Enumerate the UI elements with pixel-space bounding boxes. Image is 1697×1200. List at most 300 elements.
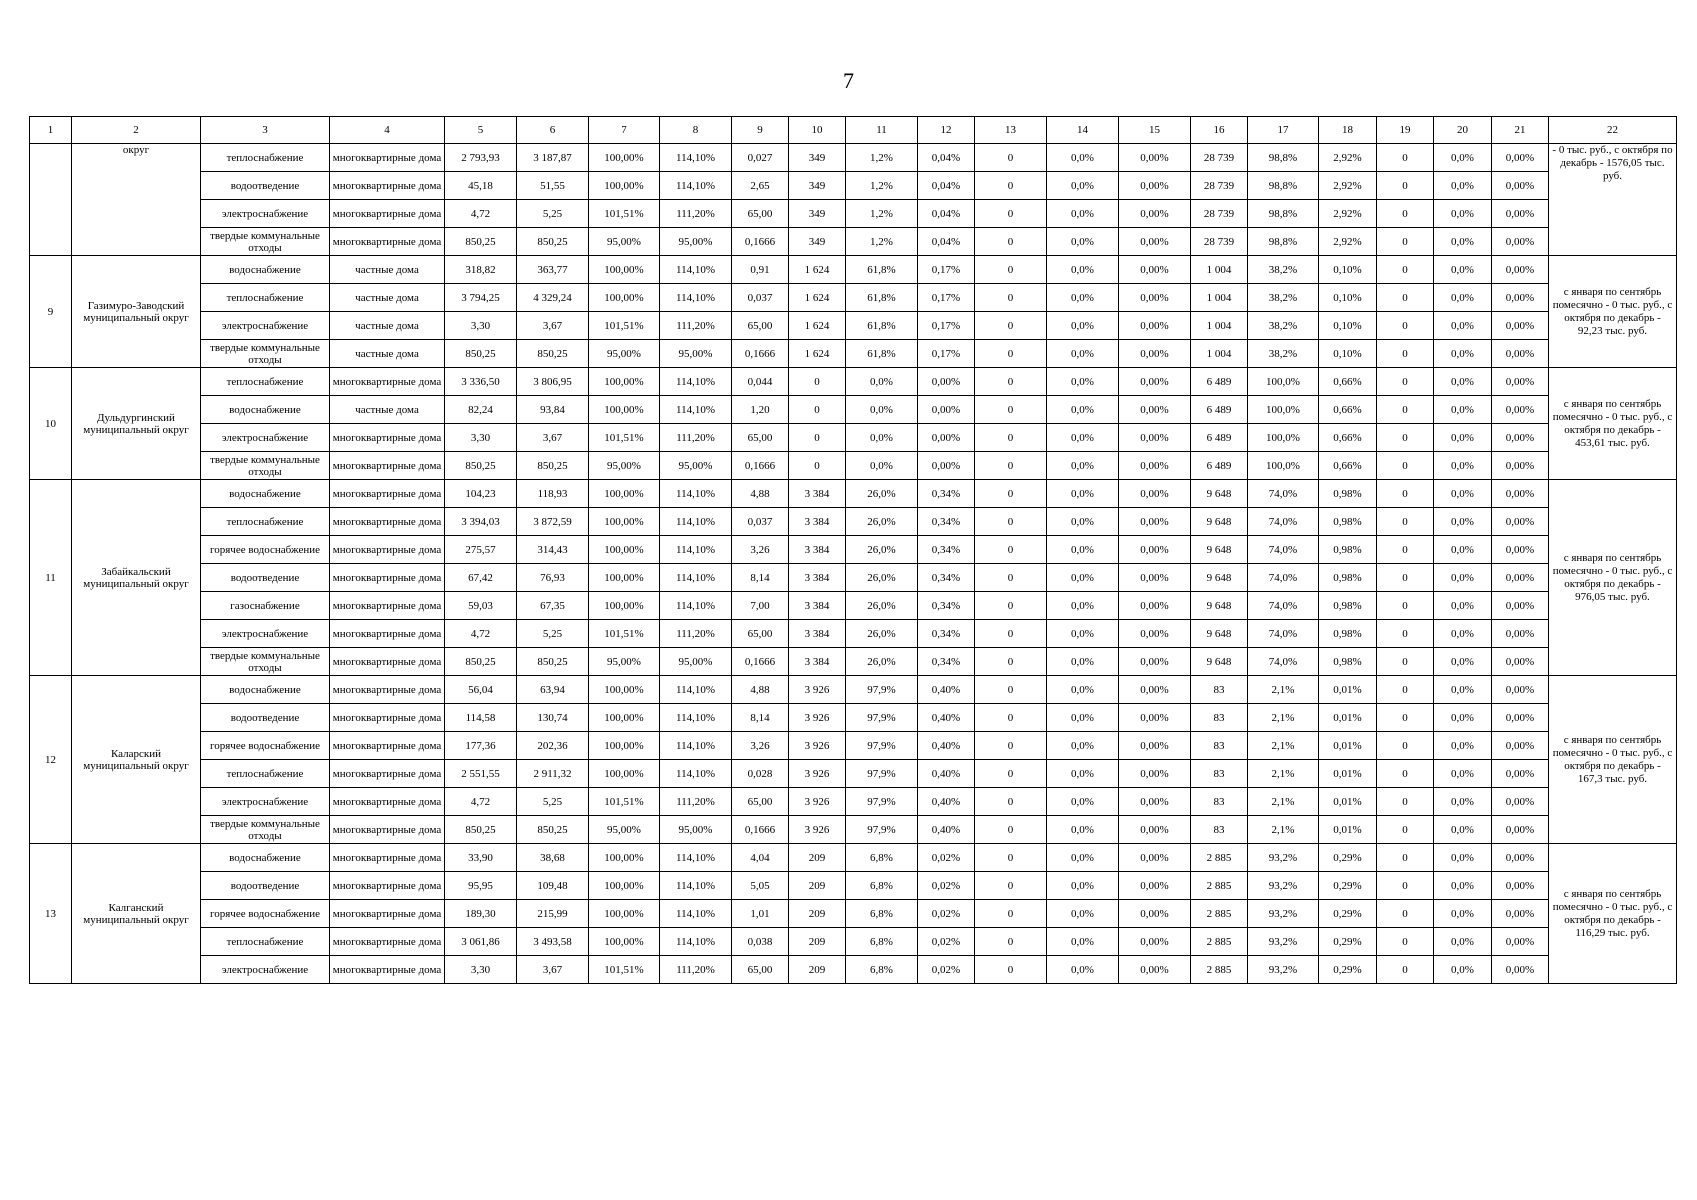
service-cell: теплоснабжение — [201, 928, 330, 956]
header-cell: 14 — [1047, 117, 1119, 144]
value-cell: 26,0% — [846, 564, 918, 592]
header-cell: 8 — [660, 117, 732, 144]
value-cell: 0 — [975, 396, 1047, 424]
value-cell: 2,1% — [1248, 760, 1319, 788]
housing-type-cell: многоквартирные дома — [330, 228, 445, 256]
value-cell: 0,40% — [918, 788, 975, 816]
value-cell: 0,00% — [1492, 844, 1549, 872]
value-cell: 0,00% — [1119, 956, 1191, 984]
value-cell: 850,25 — [445, 452, 517, 480]
service-cell: электроснабжение — [201, 424, 330, 452]
value-cell: 0,00% — [1119, 900, 1191, 928]
value-cell: 6 489 — [1191, 424, 1248, 452]
value-cell: 0,01% — [1319, 788, 1377, 816]
value-cell: 0,01% — [1319, 816, 1377, 844]
value-cell: 0 — [1377, 172, 1434, 200]
value-cell: 0,10% — [1319, 340, 1377, 368]
value-cell: 0,29% — [1319, 956, 1377, 984]
value-cell: 5,25 — [517, 788, 589, 816]
value-cell: 0,98% — [1319, 480, 1377, 508]
value-cell: 101,51% — [589, 620, 660, 648]
value-cell: 33,90 — [445, 844, 517, 872]
value-cell: 0,40% — [918, 732, 975, 760]
value-cell: 0,00% — [1492, 872, 1549, 900]
value-cell: 0 — [1377, 424, 1434, 452]
value-cell: 65,00 — [732, 788, 789, 816]
value-cell: 1,20 — [732, 396, 789, 424]
value-cell: 850,25 — [517, 816, 589, 844]
value-cell: 74,0% — [1248, 564, 1319, 592]
value-cell: 3,67 — [517, 956, 589, 984]
value-cell: 114,10% — [660, 144, 732, 172]
row-number: 12 — [30, 676, 72, 844]
value-cell: 4,72 — [445, 788, 517, 816]
value-cell: 0 — [975, 284, 1047, 312]
value-cell: 0,02% — [918, 844, 975, 872]
value-cell: 850,25 — [517, 648, 589, 676]
value-cell: 0,0% — [1047, 144, 1119, 172]
header-cell: 13 — [975, 117, 1047, 144]
value-cell: 111,20% — [660, 200, 732, 228]
value-cell: 7,00 — [732, 592, 789, 620]
table-row — [30, 228, 1677, 256]
value-cell: 38,2% — [1248, 284, 1319, 312]
value-cell: 95,00% — [589, 648, 660, 676]
value-cell: 0,00% — [1492, 424, 1549, 452]
value-cell: 0 — [1377, 536, 1434, 564]
value-cell: 26,0% — [846, 508, 918, 536]
value-cell: 100,00% — [589, 704, 660, 732]
value-cell: 0,66% — [1319, 396, 1377, 424]
housing-type-cell: многоквартирные дома — [330, 928, 445, 956]
value-cell: 1,2% — [846, 200, 918, 228]
value-cell: 3 872,59 — [517, 508, 589, 536]
table-row — [30, 396, 1677, 424]
district-name: Дульдургинский муниципальный округ — [72, 368, 201, 480]
value-cell: 4,88 — [732, 676, 789, 704]
value-cell: 0,1666 — [732, 228, 789, 256]
value-cell: 0,98% — [1319, 620, 1377, 648]
value-cell: 56,04 — [445, 676, 517, 704]
value-cell: 0 — [1377, 228, 1434, 256]
value-cell: 26,0% — [846, 648, 918, 676]
value-cell: 850,25 — [445, 228, 517, 256]
value-cell: 3 926 — [789, 760, 846, 788]
value-cell: 4,88 — [732, 480, 789, 508]
value-cell: 1,01 — [732, 900, 789, 928]
table-row — [30, 928, 1677, 956]
value-cell: 209 — [789, 928, 846, 956]
header-cell: 19 — [1377, 117, 1434, 144]
value-cell: 0,98% — [1319, 536, 1377, 564]
value-cell: 74,0% — [1248, 480, 1319, 508]
value-cell: 0,40% — [918, 676, 975, 704]
value-cell: 0,0% — [1047, 928, 1119, 956]
value-cell: 349 — [789, 172, 846, 200]
value-cell: 100,0% — [1248, 452, 1319, 480]
service-cell: водоотведение — [201, 564, 330, 592]
housing-type-cell: многоквартирные дома — [330, 760, 445, 788]
value-cell: 114,10% — [660, 172, 732, 200]
service-cell: водоотведение — [201, 872, 330, 900]
value-cell: 0,29% — [1319, 844, 1377, 872]
tariff-table — [29, 116, 1677, 984]
value-cell: 0,00% — [1119, 256, 1191, 284]
header-cell: 15 — [1119, 117, 1191, 144]
service-cell: водоснабжение — [201, 480, 330, 508]
housing-type-cell: многоквартирные дома — [330, 816, 445, 844]
value-cell: 0 — [1377, 284, 1434, 312]
value-cell: 97,9% — [846, 676, 918, 704]
value-cell: 28 739 — [1191, 172, 1248, 200]
value-cell: 82,24 — [445, 396, 517, 424]
value-cell: 0,34% — [918, 648, 975, 676]
header-cell: 1 — [30, 117, 72, 144]
value-cell: 130,74 — [517, 704, 589, 732]
value-cell: 93,2% — [1248, 956, 1319, 984]
housing-type-cell: многоквартирные дома — [330, 536, 445, 564]
value-cell: 98,8% — [1248, 172, 1319, 200]
housing-type-cell: частные дома — [330, 256, 445, 284]
value-cell: 93,2% — [1248, 928, 1319, 956]
service-cell: газоснабжение — [201, 592, 330, 620]
housing-type-cell: многоквартирные дома — [330, 620, 445, 648]
value-cell: 83 — [1191, 676, 1248, 704]
value-cell: 0,0% — [1047, 816, 1119, 844]
payment-note: - 0 тыс. руб., с октября по декабрь - 1576,05 тыс. руб. — [1549, 144, 1677, 256]
value-cell: 0,04% — [918, 172, 975, 200]
housing-type-cell: многоквартирные дома — [330, 368, 445, 396]
header-cell: 11 — [846, 117, 918, 144]
header-cell: 21 — [1492, 117, 1549, 144]
value-cell: 0 — [975, 508, 1047, 536]
value-cell: 111,20% — [660, 788, 732, 816]
value-cell: 0,00% — [1492, 788, 1549, 816]
value-cell: 2,92% — [1319, 200, 1377, 228]
value-cell: 65,00 — [732, 956, 789, 984]
value-cell: 100,00% — [589, 872, 660, 900]
value-cell: 3 061,86 — [445, 928, 517, 956]
value-cell: 0,0% — [1434, 312, 1492, 340]
housing-type-cell: многоквартирные дома — [330, 956, 445, 984]
value-cell: 100,00% — [589, 676, 660, 704]
value-cell: 189,30 — [445, 900, 517, 928]
value-cell: 1 004 — [1191, 256, 1248, 284]
value-cell: 0,0% — [1434, 648, 1492, 676]
value-cell: 0,0% — [1434, 732, 1492, 760]
value-cell: 0,1666 — [732, 340, 789, 368]
district-name: Калганский муниципальный округ — [72, 844, 201, 984]
value-cell: 0 — [975, 592, 1047, 620]
value-cell: 3,67 — [517, 312, 589, 340]
value-cell: 100,00% — [589, 732, 660, 760]
value-cell: 0,0% — [1047, 200, 1119, 228]
value-cell: 5,25 — [517, 620, 589, 648]
value-cell: 76,93 — [517, 564, 589, 592]
value-cell: 2,1% — [1248, 816, 1319, 844]
value-cell: 59,03 — [445, 592, 517, 620]
header-cell: 5 — [445, 117, 517, 144]
housing-type-cell: многоквартирные дома — [330, 900, 445, 928]
table-row — [30, 340, 1677, 368]
value-cell: 0 — [1377, 816, 1434, 844]
header-cell: 10 — [789, 117, 846, 144]
service-cell: теплоснабжение — [201, 284, 330, 312]
service-cell: электроснабжение — [201, 200, 330, 228]
value-cell: 114,10% — [660, 368, 732, 396]
value-cell: 0 — [1377, 620, 1434, 648]
value-cell: 93,2% — [1248, 900, 1319, 928]
housing-type-cell: многоквартирные дома — [330, 480, 445, 508]
value-cell: 74,0% — [1248, 620, 1319, 648]
value-cell: 0,00% — [1492, 928, 1549, 956]
value-cell: 6,8% — [846, 928, 918, 956]
value-cell: 349 — [789, 144, 846, 172]
value-cell: 9 648 — [1191, 648, 1248, 676]
value-cell: 349 — [789, 200, 846, 228]
value-cell: 0,0% — [1047, 172, 1119, 200]
value-cell: 61,8% — [846, 312, 918, 340]
value-cell: 9 648 — [1191, 508, 1248, 536]
housing-type-cell: многоквартирные дома — [330, 508, 445, 536]
service-cell: водоотведение — [201, 704, 330, 732]
value-cell: 2 885 — [1191, 900, 1248, 928]
value-cell: 0,00% — [1119, 732, 1191, 760]
value-cell: 0 — [975, 844, 1047, 872]
service-cell: твердые коммунальные отходы — [201, 648, 330, 676]
value-cell: 0,10% — [1319, 284, 1377, 312]
value-cell: 114,10% — [660, 676, 732, 704]
value-cell: 0,00% — [1119, 228, 1191, 256]
housing-type-cell: многоквартирные дома — [330, 592, 445, 620]
value-cell: 2,92% — [1319, 144, 1377, 172]
value-cell: 101,51% — [589, 788, 660, 816]
housing-type-cell: многоквартирные дома — [330, 200, 445, 228]
value-cell: 0,0% — [1434, 228, 1492, 256]
value-cell: 0,10% — [1319, 256, 1377, 284]
value-cell: 0 — [975, 816, 1047, 844]
value-cell: 100,00% — [589, 396, 660, 424]
value-cell: 209 — [789, 900, 846, 928]
table-row — [30, 508, 1677, 536]
value-cell: 0,00% — [1119, 144, 1191, 172]
value-cell: 0 — [1377, 564, 1434, 592]
value-cell: 0,00% — [1492, 732, 1549, 760]
value-cell: 28 739 — [1191, 228, 1248, 256]
value-cell: 0 — [1377, 144, 1434, 172]
value-cell: 0,0% — [1434, 788, 1492, 816]
value-cell: 3 394,03 — [445, 508, 517, 536]
value-cell: 114,10% — [660, 396, 732, 424]
housing-type-cell: многоквартирные дома — [330, 564, 445, 592]
value-cell: 0 — [975, 620, 1047, 648]
value-cell: 0,00% — [1492, 620, 1549, 648]
value-cell: 0,00% — [1119, 536, 1191, 564]
value-cell: 111,20% — [660, 956, 732, 984]
value-cell: 98,8% — [1248, 200, 1319, 228]
value-cell: 1 624 — [789, 284, 846, 312]
value-cell: 0 — [975, 312, 1047, 340]
value-cell: 0,1666 — [732, 452, 789, 480]
value-cell: 98,8% — [1248, 144, 1319, 172]
value-cell: 0,0% — [846, 452, 918, 480]
value-cell: 5,05 — [732, 872, 789, 900]
service-cell: горячее водоснабжение — [201, 732, 330, 760]
value-cell: 97,9% — [846, 760, 918, 788]
value-cell: 1,2% — [846, 144, 918, 172]
value-cell: 111,20% — [660, 424, 732, 452]
value-cell: 0,00% — [1119, 816, 1191, 844]
row-number: 9 — [30, 256, 72, 368]
value-cell: 2,65 — [732, 172, 789, 200]
value-cell: 0,00% — [1492, 592, 1549, 620]
header-cell: 7 — [589, 117, 660, 144]
value-cell: 850,25 — [517, 452, 589, 480]
value-cell: 28 739 — [1191, 200, 1248, 228]
value-cell: 95,00% — [589, 340, 660, 368]
value-cell: 0,0% — [1047, 900, 1119, 928]
table-row — [30, 900, 1677, 928]
value-cell: 0,0% — [1047, 956, 1119, 984]
table-row — [30, 564, 1677, 592]
value-cell: 0,00% — [1119, 564, 1191, 592]
value-cell: 101,51% — [589, 200, 660, 228]
value-cell: 38,2% — [1248, 256, 1319, 284]
value-cell: 0 — [975, 228, 1047, 256]
row-number: 13 — [30, 844, 72, 984]
value-cell: 0,34% — [918, 536, 975, 564]
value-cell: 0,0% — [1434, 956, 1492, 984]
value-cell: 0 — [1377, 368, 1434, 396]
value-cell: 0,044 — [732, 368, 789, 396]
value-cell: 2 885 — [1191, 928, 1248, 956]
table-row — [30, 144, 1677, 172]
value-cell: 0,66% — [1319, 452, 1377, 480]
value-cell: 0,00% — [1119, 592, 1191, 620]
value-cell: 114,10% — [660, 536, 732, 564]
housing-type-cell: многоквартирные дома — [330, 732, 445, 760]
housing-type-cell: частные дома — [330, 396, 445, 424]
value-cell: 0,0% — [1434, 816, 1492, 844]
value-cell: 2 885 — [1191, 844, 1248, 872]
value-cell: 0,00% — [1492, 564, 1549, 592]
value-cell: 0 — [1377, 704, 1434, 732]
service-cell: твердые коммунальные отходы — [201, 340, 330, 368]
value-cell: 111,20% — [660, 312, 732, 340]
value-cell: 0,00% — [918, 452, 975, 480]
service-cell: электроснабжение — [201, 620, 330, 648]
value-cell: 0 — [1377, 592, 1434, 620]
row-number: 11 — [30, 480, 72, 676]
value-cell: 0,00% — [1119, 928, 1191, 956]
value-cell: 349 — [789, 228, 846, 256]
value-cell: 100,00% — [589, 536, 660, 564]
value-cell: 0 — [975, 256, 1047, 284]
value-cell: 0,10% — [1319, 312, 1377, 340]
housing-type-cell: многоквартирные дома — [330, 144, 445, 172]
service-cell: твердые коммунальные отходы — [201, 452, 330, 480]
value-cell: 0,34% — [918, 508, 975, 536]
value-cell: 0,00% — [1119, 368, 1191, 396]
service-cell: теплоснабжение — [201, 368, 330, 396]
value-cell: 0 — [1377, 508, 1434, 536]
value-cell: 3,30 — [445, 424, 517, 452]
value-cell: 26,0% — [846, 620, 918, 648]
value-cell: 3 384 — [789, 592, 846, 620]
value-cell: 2,1% — [1248, 732, 1319, 760]
value-cell: 8,14 — [732, 704, 789, 732]
table-row — [30, 424, 1677, 452]
value-cell: 38,2% — [1248, 312, 1319, 340]
value-cell: 0,00% — [1492, 816, 1549, 844]
value-cell: 0,00% — [1119, 648, 1191, 676]
value-cell: 0,00% — [1492, 480, 1549, 508]
value-cell: 0,0% — [1047, 480, 1119, 508]
value-cell: 0,98% — [1319, 564, 1377, 592]
value-cell: 0,04% — [918, 200, 975, 228]
value-cell: 2 793,93 — [445, 144, 517, 172]
value-cell: 100,0% — [1248, 396, 1319, 424]
value-cell: 6,8% — [846, 956, 918, 984]
value-cell: 0 — [1377, 732, 1434, 760]
service-cell: электроснабжение — [201, 312, 330, 340]
table-row — [30, 844, 1677, 872]
value-cell: 0,038 — [732, 928, 789, 956]
value-cell: 0 — [975, 368, 1047, 396]
value-cell: 0 — [975, 536, 1047, 564]
value-cell: 0,0% — [1047, 592, 1119, 620]
value-cell: 0 — [1377, 452, 1434, 480]
value-cell: 3,30 — [445, 312, 517, 340]
value-cell: 93,2% — [1248, 844, 1319, 872]
value-cell: 114,10% — [660, 564, 732, 592]
value-cell: 0 — [1377, 956, 1434, 984]
value-cell: 0,0% — [1047, 396, 1119, 424]
value-cell: 6,8% — [846, 844, 918, 872]
value-cell: 114,58 — [445, 704, 517, 732]
value-cell: 2,1% — [1248, 788, 1319, 816]
value-cell: 114,10% — [660, 256, 732, 284]
value-cell: 1 624 — [789, 256, 846, 284]
service-cell: водоснабжение — [201, 396, 330, 424]
value-cell: 0,00% — [918, 368, 975, 396]
value-cell: 3 806,95 — [517, 368, 589, 396]
value-cell: 0,01% — [1319, 676, 1377, 704]
value-cell: 83 — [1191, 732, 1248, 760]
value-cell: 100,00% — [589, 256, 660, 284]
header-cell: 22 — [1549, 117, 1677, 144]
table-row — [30, 956, 1677, 984]
value-cell: 101,51% — [589, 312, 660, 340]
value-cell: 97,9% — [846, 816, 918, 844]
value-cell: 0,0% — [1434, 396, 1492, 424]
value-cell: 114,10% — [660, 592, 732, 620]
value-cell: 101,51% — [589, 424, 660, 452]
value-cell: 0,0% — [1047, 844, 1119, 872]
value-cell: 0,0% — [1047, 648, 1119, 676]
value-cell: 0,01% — [1319, 760, 1377, 788]
value-cell: 0,0% — [1434, 480, 1492, 508]
value-cell: 2,92% — [1319, 228, 1377, 256]
value-cell: 0 — [1377, 844, 1434, 872]
value-cell: 0,34% — [918, 480, 975, 508]
value-cell: 9 648 — [1191, 480, 1248, 508]
table-row — [30, 256, 1677, 284]
value-cell: 3 384 — [789, 480, 846, 508]
value-cell: 95,00% — [589, 228, 660, 256]
value-cell: 0,0% — [1047, 536, 1119, 564]
value-cell: 0,04% — [918, 144, 975, 172]
